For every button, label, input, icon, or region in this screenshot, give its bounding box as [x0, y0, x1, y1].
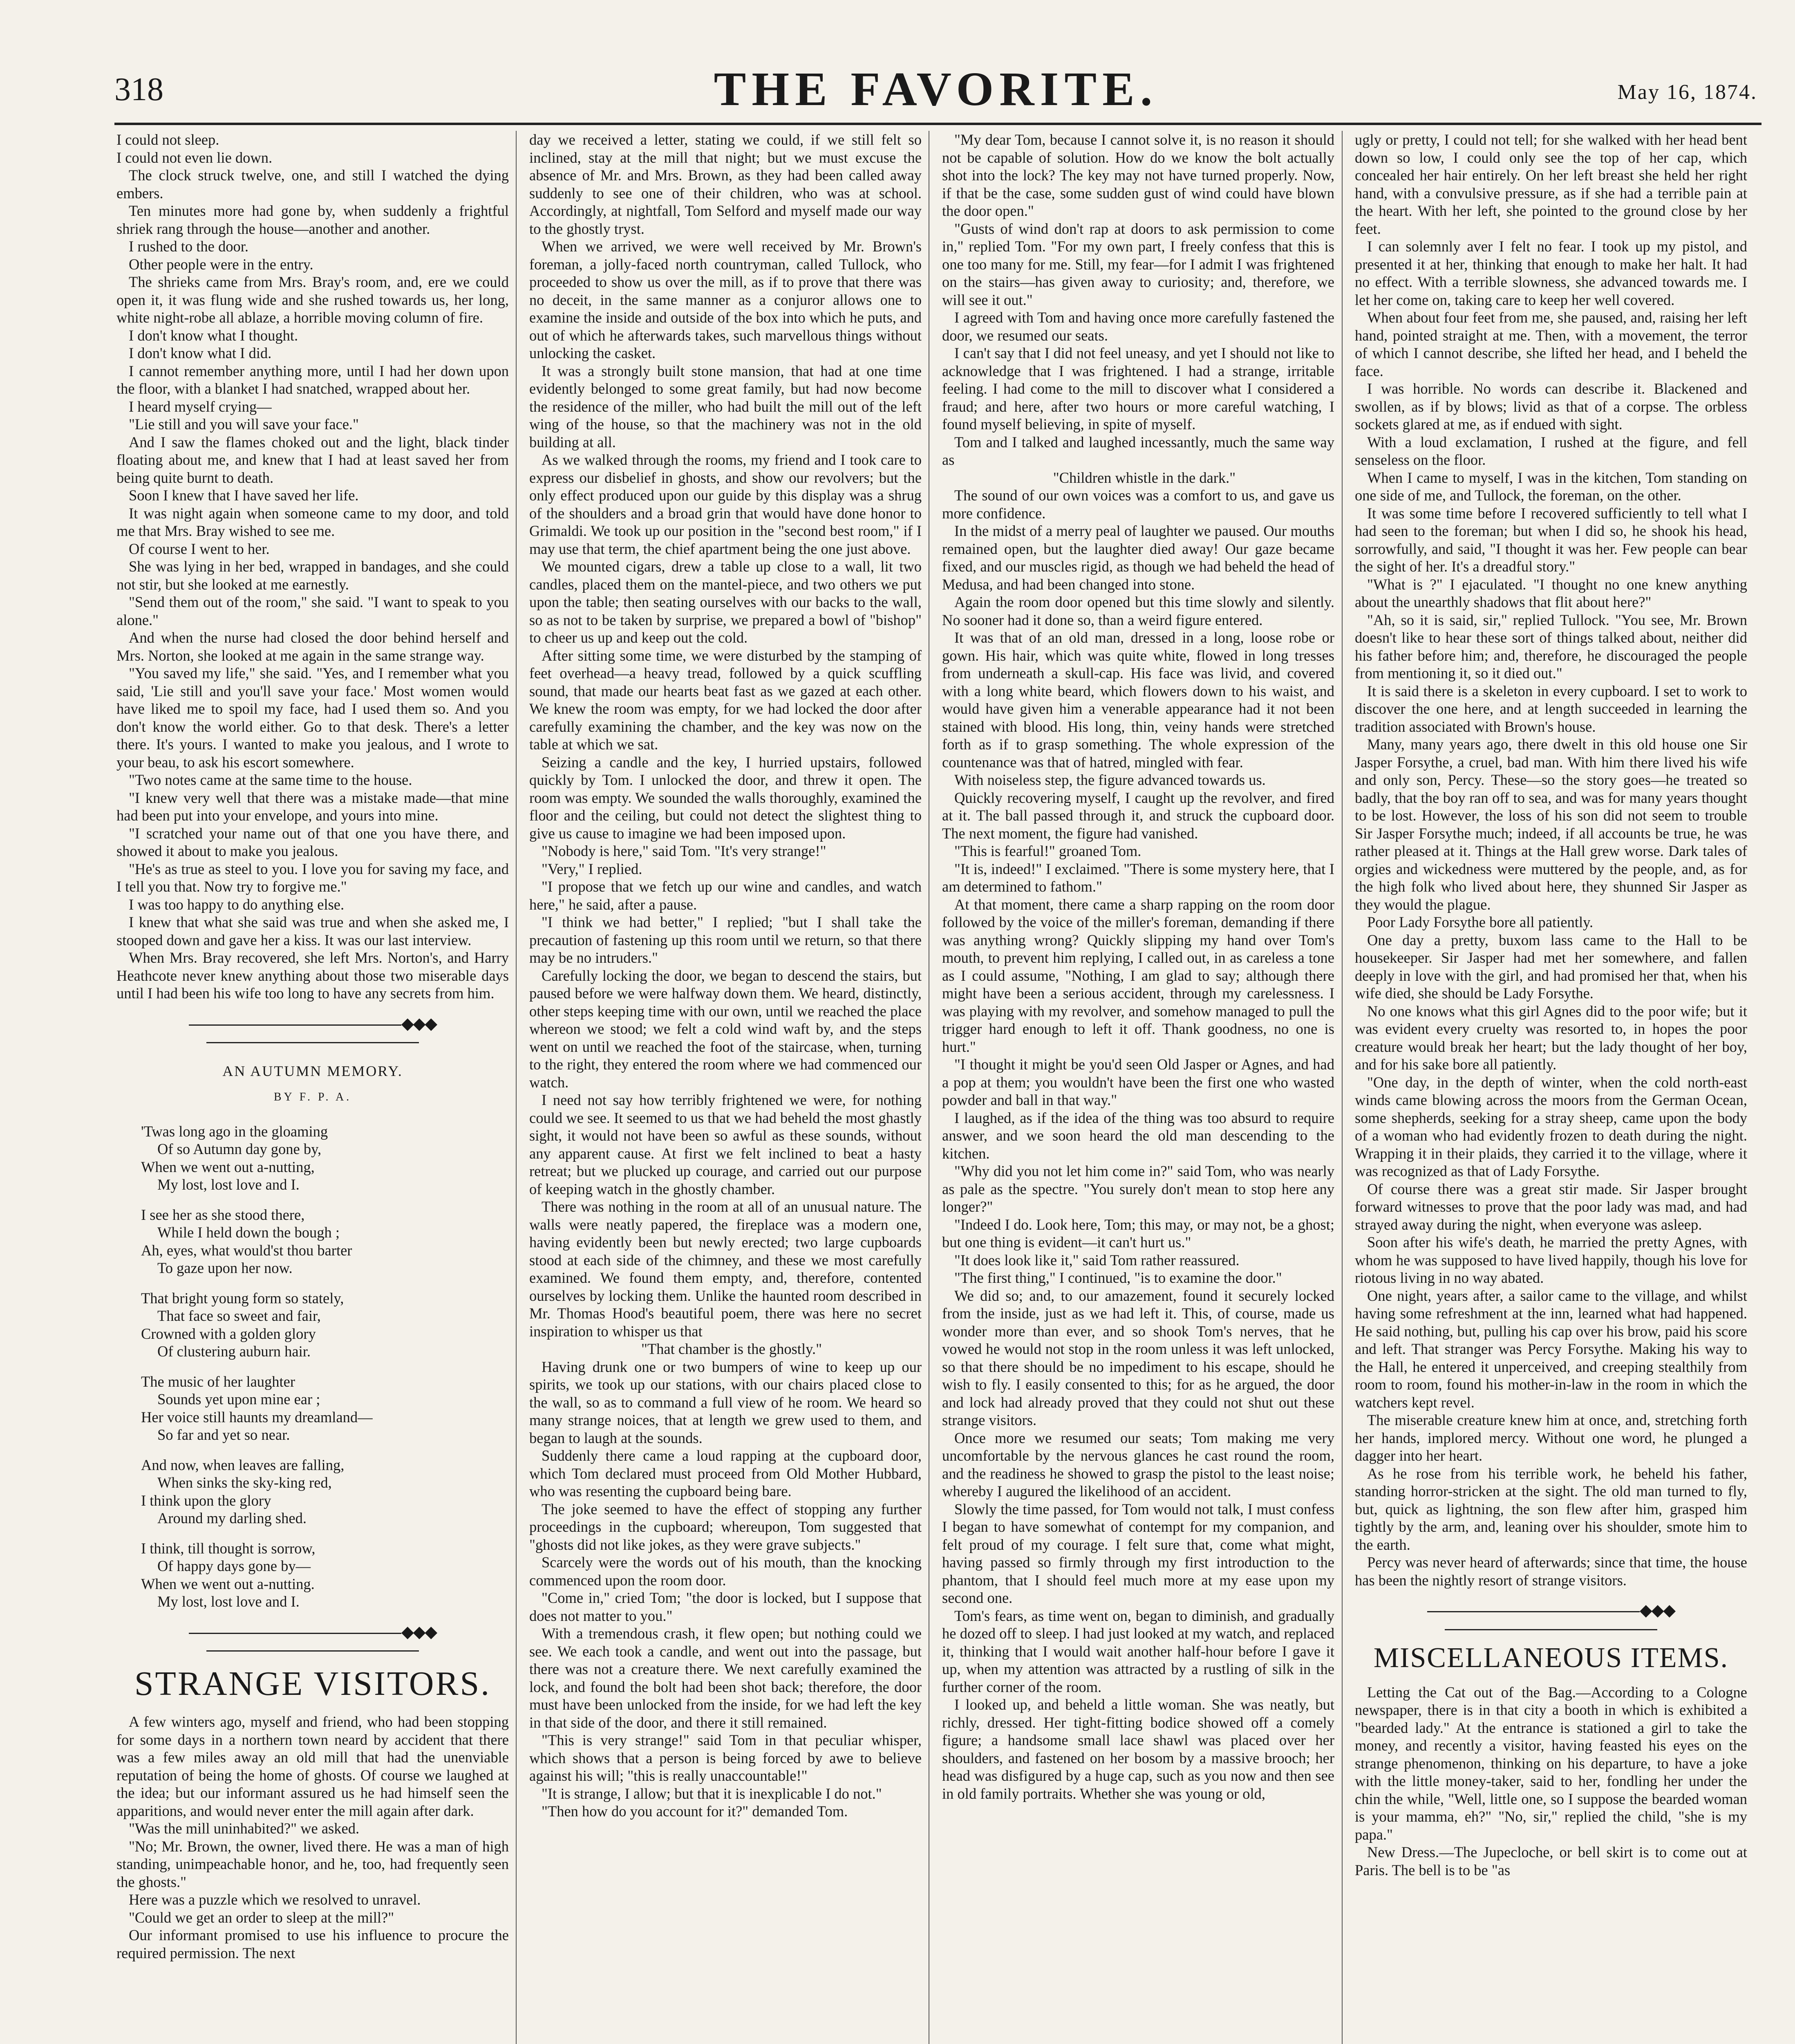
paragraph: ugly or pretty, I could not tell; for she walked with her head bent down so low, I could only see the top of her cap, which concealed her hair entirely. On her left breast she held her right hand, with a convulsive pressure, as if she had a terrible pain at the heart. With her left, she pointed to the ground close by her feet.	[1355, 131, 1747, 237]
paragraph: Soon I knew that I have saved her life.	[129, 487, 359, 504]
paragraph: I knew that what she said was true and when she asked me, I stooped down and gave her a kiss. It was our last interview.	[116, 914, 509, 948]
paragraph: "The first thing," I continued, "is to examine the door."	[954, 1269, 1282, 1286]
poem-line: That face so sweet and fair,	[157, 1307, 321, 1324]
paragraph: The sound of our own voices was a comfort to us, and gave us more confidence.	[942, 487, 1334, 522]
poem-line: When sinks the sky-king red,	[157, 1474, 332, 1491]
paragraph: I can't say that I did not feel uneasy, and yet I should not like to acknowledge that I was frightened. I had a strange, irritable feeling. I had come to the mill to discover what I considered a fraud; and here, after two hours or more careful watching, I found myself believing, in spite of myself.	[942, 345, 1334, 433]
paragraph: I don't know what I did.	[129, 345, 272, 361]
column-4	[1355, 131, 1747, 2044]
paragraph: We did so; and, to our amazement, found it securely locked from the inside, just as we had left it. This, of course, made us wonder more than ever, and so shook Tom's nerves, that he vowed he would not stop in the room unless it was left unlocked, so that there should be no impediment to his escape, should he wish to fly. I easily consented to this; for as he argued, the door and lock had already proved that they could not shut out these strange visitors.	[942, 1287, 1334, 1428]
paragraph: Slowly the time passed, for Tom would not talk, I must confess I began to have somewhat of contempt for my companion, and felt proud of my courage. I felt sure that, come what might, having passed so firmly through my first introduction to the phantom, that I should feel much more at my ease upon my second one.	[942, 1500, 1334, 1606]
paragraph: Tom's fears, as time went on, began to diminish, and gradually he dozed off to sleep. I had just looked at my watch, and replaced it, thinking that I would wait another half-hour before I gave it up, when my attention was attracted by a rustling of silk in the further corner of the room.	[942, 1607, 1334, 1695]
poem-stanza	[141, 1206, 509, 1277]
paragraph: "Ah, so it is said, sir," replied Tullock. "You see, Mr. Brown doesn't like to hear these sort of things talked about, neither did his father before him; and, therefore, he discouraged the people from mentioning it, so it died out."	[1355, 611, 1747, 681]
poem-line: While I held down the bough ;	[157, 1224, 340, 1241]
paragraph: With a loud exclamation, I rushed at the figure, and fell senseless on the floor.	[1355, 433, 1747, 468]
paragraph: When we arrived, we were well received by Mr. Brown's foreman, a jolly-faced north countryman, called Tullock, who proceeded to show us over the mill, as if to prove that there was no deceit, in the same manner as a conjuror allows one to examine the inside and outside of the box into which he puts, and out of which he afterwards takes, such marvellous things without unlocking the casket.	[529, 238, 922, 361]
paragraph: "What is ?" I ejaculated. "I thought no one knew anything about the unearthly shadows that flit about here?"	[1355, 576, 1747, 610]
paragraph: "Very," I replied.	[542, 860, 642, 877]
poem-line: When we went out a-nutting,	[141, 1158, 315, 1175]
section-ornament: ◆◆◆	[116, 1623, 509, 1659]
poem-line: 'Twas long ago in the gloaming	[141, 1123, 328, 1140]
paragraph: "Come in," cried Tom; "the door is locked, but I suppose that does not matter to you."	[529, 1589, 922, 1624]
paragraph: A few winters ago, myself and friend, who had been stopping for some days in a northern town neard by accident that there was a few miles away an old mill that had the unenviable reputation of being the home of ghosts. Of course we laughed at the idea; but our informant assured us he had himself seen the apparitions, and would never enter the mill again after dark.	[116, 1713, 509, 1819]
poem-line: When we went out a-nutting.	[141, 1575, 315, 1592]
paragraph: "Could we get an order to sleep at the mill?"	[129, 1909, 394, 1926]
poem-stanza	[141, 1289, 509, 1360]
poem-line: Of happy days gone by—	[157, 1558, 311, 1574]
paragraph: With a tremendous crash, it flew open; but nothing could we see. We each took a candle, and went out into the passage, but there was not a creature there. We next carefully examined the lock, and found the bolt had been shot back; therefore, the door must have been unlocked from the inside, for we had left the key in that side of the door, and there it still remained.	[529, 1625, 922, 1731]
quote-line: "Children whistle in the dark."	[1053, 469, 1236, 486]
paragraph: "One day, in the depth of winter, when the cold north-east winds came blowing across the moors from the German Ocean, some shepherds, seeking for a stray sheep, came upon the body of a woman who had evidently frozen to death during the night. Wrapping it in their plaids, they carried it to the village, where it was recognized as that of Lady Forsythe.	[1355, 1074, 1747, 1179]
poem-line: I think, till thought is sorrow,	[141, 1540, 316, 1557]
paragraph: Here was a puzzle which we resolved to unravel.	[129, 1891, 421, 1908]
paragraph: I could not sleep.	[116, 131, 219, 148]
paragraph: It was night again when someone came to my door, and told me that Mrs. Bray wished to see me.	[116, 504, 509, 539]
paragraph: "Lie still and you will save your face."	[129, 416, 359, 433]
poem-line: My lost, lost love and I.	[157, 1176, 300, 1193]
paragraph: Having drunk one or two bumpers of wine to keep up our spirits, we took up our stations, with our chairs placed close to the wall, so as to command a full view of he room. We heard so many strange noices, that at length we grew used to them, and began to laugh at the sounds.	[529, 1358, 922, 1446]
paragraph: Carefully locking the door, we began to descend the stairs, but paused before we were halfway down them. We heard, distinctly, other steps keeping time with our own, until we reached the place whereon we stood; we felt a cold wind waft by, and the steps went on until we reached the foot of the staircase, when, turning to the right, they entered the room where we had commenced our watch.	[529, 967, 922, 1091]
paragraph: "It does look like it," said Tom rather reassured.	[954, 1251, 1240, 1269]
paragraph: It was that of an old man, dressed in a long, loose robe or gown. His hair, which was quite white, flowed in long tresses from underneath a skull-cap. His face was livid, and covered with a long white beard, which flowers down to his waist, and would have given him a venerable appearance had it not been stained with blood. His long, thin, veiny hands were stretched forth as if to grasp something. The whole expression of the countenance was that of hatred, mingled with fear.	[942, 629, 1334, 771]
header-rule	[114, 123, 1761, 125]
paragraph: I was too happy to do anything else.	[129, 896, 345, 913]
paragraph: Of course I went to her.	[129, 540, 270, 557]
paragraph: We mounted cigars, drew a table up close to a wall, lit two candles, placed them on the mantel-piece, and two others we put upon the table; then seating ourselves with our backs to the wall, so as not to be taken by surprise, we prepared a bowl of "bishop" to cheer us up and keep out the cold.	[529, 558, 922, 646]
poem-byline: BY F. P. A.	[273, 1091, 352, 1103]
paragraph: The clock struck twelve, one, and still I watched the dying embers.	[116, 167, 509, 202]
column-3	[942, 131, 1334, 2044]
paragraph: When about four feet from me, she paused, and, raising her left hand, pointed straight at me. Then, with a movement, the terror of which I cannot describe, she lifted her head, and I beheld the face.	[1355, 309, 1747, 379]
paragraph: Letting the Cat out of the Bag.—According to a Cologne newspaper, there is in that city a booth in which is exhibited a "bearded lady." At the entrance is stationed a girl to take the money, and recently a visitor, having feasted his eyes on the strange phenomenon, thinking on his departure, to have a joke with the little money-taker, said to her, fondling her under the chin the while, "Well, little one, so I suppose the bearded woman is your mamma, eh?" "No, sir," replied the child, "she is my papa."	[1355, 1683, 1747, 1843]
section-ornament: ◆◆◆	[1355, 1601, 1747, 1637]
paragraph: day we received a letter, stating we could, if we still felt so inclined, stay at the mill that night; but we must excuse the absence of Mr. and Mrs. Brown, as they had been called away suddenly to see one of their children, who was at school. Accordingly, at nightfall, Tom Selford and myself made our way to the ghostly tryst.	[529, 131, 922, 237]
paragraph: Poor Lady Forsythe bore all patiently.	[1367, 914, 1594, 930]
paragraph: Other people were in the entry.	[129, 256, 313, 273]
paragraph: I laughed, as if the idea of the thing was too absurd to require answer, and we soon heard the old man descending to the kitchen.	[942, 1109, 1334, 1162]
poem-stanza	[141, 1373, 509, 1444]
paragraph: I don't know what I thought.	[129, 327, 298, 344]
poem-line: Around my darling shed.	[157, 1510, 307, 1526]
paragraph: "Indeed I do. Look here, Tom; this may, or may not, be a ghost; but one thing is evident—it can't hurt us."	[942, 1216, 1334, 1251]
poem-line: Her voice still haunts my dreamland—	[141, 1408, 373, 1425]
paragraph: One day a pretty, buxom lass came to the Hall to be housekeeper. Sir Jasper had met her somewhere, and fallen deeply in love with the girl, and had promised her that, when his wife died, she should be Lady Forsythe.	[1355, 931, 1747, 1002]
paragraph: One night, years after, a sailor came to the village, and whilst having some refreshment at the inn, learned what had happened. He said nothing, but, pulling his cap over his brow, paid his score and left. That stranger was Percy Forsythe. Making his way to the Hall, he entered it unperceived, and creeping stealthily from room to room, found his mother-in-law in the room in which the watchers kept revel.	[1355, 1287, 1747, 1411]
paragraph: Of course there was a great stir made. Sir Jasper brought forward witnesses to prove that the poor lady was mad, and had strayed away during the night, when everyone was asleep.	[1355, 1180, 1747, 1233]
paragraph: The shrieks came from Mrs. Bray's room, and, ere we could open it, it was flung wide and she rushed towards us, her long, white night-robe all ablaze, a horrible moving column of fire.	[116, 273, 509, 326]
paragraph: It was a strongly built stone mansion, that had at one time evidently belonged to some great family, but had now become the residence of the miller, who had built the mill out of the left wing of the house, so that the machinery was not in the old building at all.	[529, 362, 922, 450]
paragraph: "Two notes came at the same time to the house.	[129, 771, 412, 788]
paragraph: No one knows what this girl Agnes did to the poor wife; but it was evident every cruelty was resorted to, in hopes the poor creature would break her heart; but the lady thought of her boy, and for his sake bore all patiently.	[1355, 1002, 1747, 1073]
paragraph: "No; Mr. Brown, the owner, lived there. He was a man of high standing, unimpeachable honor, and he, too, had frequently seen the ghosts."	[116, 1838, 509, 1890]
paragraph: "I think we had better," I replied; "but I shall take the precaution of fastening up this room until we return, so that there may be no intruders."	[529, 914, 922, 966]
paragraph: With noiseless step, the figure advanced towards us.	[954, 771, 1266, 788]
paragraph: "This is very strange!" said Tom in that peculiar whisper, which shows that a person is being forced by awe to believe against his will; "this is really unaccountable!"	[529, 1732, 922, 1784]
issue-date: May 16, 1874.	[1617, 81, 1757, 104]
poem-line: And now, when leaves are falling,	[141, 1456, 345, 1473]
paragraph: I heard myself crying—	[129, 398, 272, 415]
paragraph: I need not say how terribly frightened we were, for nothing could we see. It seemed to us that we had beheld the most ghastly sight, it would not have been so awful as these sounds, without any apparent cause. At first we felt inclined to beat a hasty retreat; but we plucked up courage, and carried out our purpose of keeping watch in the ghostly chamber.	[529, 1091, 922, 1197]
paragraph: "It is strange, I allow; but that it is inexplicable I do not."	[542, 1785, 882, 1802]
story-title: STRANGE VISITORS.	[134, 1664, 491, 1703]
poem	[141, 1123, 509, 1611]
paragraph: It is said there is a skeleton in every cupboard. I set to work to discover the one here, and at length succeeded in learning the tradition associated with Brown's house.	[1355, 682, 1747, 735]
page-number: 318	[114, 72, 163, 108]
paragraph: Many, many years ago, there dwelt in this old house one Sir Jasper Forsythe, a cruel, bad man. With him there lived his wife and only son, Percy. These—so the story goes—he treated so badly, that the boy ran off to sea, and was for many years thought to be lost. However, the loss of his son did not seem to trouble Sir Jasper Forsythe much; indeed, if all accounts be true, he was rather pleased at it. Things at the Hall grew worse. Dark tales of orgies and wickedness were muttered by the people, and, as for the high folk who lived about here, they shunned Sir Jasper as they would the plague.	[1355, 736, 1747, 913]
paragraph: I could not even lie down.	[116, 149, 273, 166]
paragraph: There was nothing in the room at all of an unusual nature. The walls were neatly papered, the fireplace was a modern one, having evidently been but newly erected; two large cupboards stood at each side of the chimney, and these we most carefully examined. We found them empty, and, therefore, contented ourselves by locking them. Unlike the haunted room described in Mr. Thomas Hood's beautiful poem, there was here no secret inspiration to whisper us that	[529, 1198, 922, 1340]
paragraph: Our informant promised to use his influence to procure the required permission. The next	[116, 1927, 509, 1961]
column-divider	[1342, 131, 1343, 2044]
paragraph: It was some time before I recovered sufficiently to tell what I had seen to the foreman; but when I did so, he shook his head, sorrowfully, and said, "I thought it was her. Few people can bear the sight of her. It's a dreadful story."	[1355, 504, 1747, 575]
page-header	[114, 61, 1757, 123]
paragraph: New Dress.—The Jupecloche, or bell skirt is to come out at Paris. The bell is to be "as	[1355, 1844, 1747, 1878]
paragraph: I looked up, and beheld a little woman. She was neatly, but richly, dressed. Her tight-fitting bodice showed off a comely figure; a handsome small lace shawl was placed over her shoulders, and fastened on her bosom by a massive brooch; her head was disfigured by a huge cap, such as you now and then see in old family portraits. Whether she was young or old,	[942, 1696, 1334, 1802]
paragraph: The miserable creature knew him at once, and, stretching forth her hands, implored mercy. Without one word, he plunged a dagger into her heart.	[1355, 1412, 1747, 1464]
paragraph: I was horrible. No words can describe it. Blackened and swollen, as if by blows; livid as that of a corpse. The orbless sockets glared at me, as if endued with sight.	[1355, 380, 1747, 433]
poem-line: My lost, lost love and I.	[157, 1593, 300, 1610]
paragraph: As we walked through the rooms, my friend and I took care to express our disbelief in ghosts, and show our revolvers; but the only effect produced upon our guide by this display was a shrug of the shoulders and a broad grin that would have done honor to Grimaldi. We took up our position in the "second best room," if I may use that term, the chief apartment being the one just above.	[529, 451, 922, 557]
poem-title: AN AUTUMN MEMORY.	[222, 1062, 403, 1079]
paragraph: "Send them out of the room," she said. "I want to speak to you alone."	[116, 594, 509, 628]
paragraph: "Why did you not let him come in?" said Tom, who was nearly as pale as the spectre. "You surely don't mean to stop here any longer?"	[942, 1163, 1334, 1215]
paragraph: In the midst of a merry peal of laughter we paused. Our mouths remained open, but the laughter died away! Our gaze became fixed, and our muscles rigid, as though we had beheld the head of Medusa, and had been changed into stone.	[942, 522, 1334, 593]
paragraph: "Was the mill uninhabited?" we asked.	[129, 1820, 360, 1837]
paragraph: After sitting some time, we were disturbed by the stamping of feet overhead—a heavy tread, followed by a quick scuffling sound, that made our hearts beat fast as we gazed at each other. We knew the room was empty, for we had locked the door after carefully examining the chamber, and the key was now on the table at which we sat.	[529, 647, 922, 753]
masthead: THE FAVORITE.	[714, 62, 1158, 116]
paragraph: "Then how do you account for it?" demanded Tom.	[542, 1803, 848, 1820]
poem-line: The music of her laughter	[141, 1373, 295, 1390]
poem-line: Ah, eyes, what would'st thou barter	[141, 1242, 352, 1259]
paragraph: "You saved my life," she said. "Yes, and I remember what you said, 'Lie still and you'll save your face.' Most women would have liked me to spoil my face, had I used them so. And you don't know the world either. Go to that desk. There's a letter there. It's yours. I wanted to make you jealous, and I wrote to your beau, to ask his escort somewhere.	[116, 665, 509, 771]
poem-stanza	[141, 1123, 509, 1194]
paragraph: "I propose that we fetch up our wine and candles, and watch here," he said, after a pause.	[529, 878, 922, 913]
paragraph: "I knew very well that there was a mistake made—that mine had been put into your envelope, and yours into mine.	[116, 789, 509, 824]
paragraph: Percy was never heard of afterwards; since that time, the house has been the nightly resort of strange visitors.	[1355, 1554, 1747, 1589]
paragraph: "He's as true as steel to you. I love you for saving my face, and I tell you that. Now try to forgive me."	[116, 860, 509, 895]
paragraph: Suddenly there came a loud rapping at the cupboard door, which Tom declared must proceed from Old Mother Hubbard, who was resenting the cupboard being bare.	[529, 1447, 922, 1499]
paragraph: She was lying in her bed, wrapped in bandages, and she could not stir, but she looked at me earnestly.	[116, 558, 509, 593]
quote-line: "That chamber is the ghostly."	[641, 1340, 822, 1357]
paragraph: Tom and I talked and laughed incessantly, much the same way as	[942, 433, 1334, 468]
poem-line: That bright young form so stately,	[141, 1289, 344, 1307]
paragraph: I can solemnly aver I felt no fear. I took up my pistol, and presented it at her, thinking that enough to make her halt. It had no effect. With a terrible slowness, she advanced towards me. I let her come on, taking care to keep her well covered.	[1355, 238, 1747, 308]
poem-line: I think upon the glory	[141, 1492, 271, 1509]
paragraph: Once more we resumed our seats; Tom making me very uncomfortable by the nervous glances he cast round the room, and the readiness he showed to grasp the pistol to the least noise; whereby I augured the likelihood of an accident.	[942, 1429, 1334, 1499]
poem-line: To gaze upon her now.	[157, 1260, 293, 1276]
section-ornament: ◆◆◆	[116, 1015, 509, 1050]
paragraph: The joke seemed to have the effect of stopping any further proceedings in the cupboard; whereupon, Tom suggested that "ghosts did not like jokes, as they were grave subjects."	[529, 1500, 922, 1553]
paragraph: "This is fearful!" groaned Tom.	[954, 843, 1141, 859]
paragraph: Again the room door opened but this time slowly and silently. No sooner had it done so, than a weird figure entered.	[942, 594, 1334, 628]
paragraph: I agreed with Tom and having once more carefully fastened the door, we resumed our seats.	[942, 309, 1334, 344]
column-2	[529, 131, 922, 2044]
poem-stanza	[141, 1540, 509, 1611]
paragraph: When I came to myself, I was in the kitchen, Tom standing on one side of me, and Tullock, the foreman, on the other.	[1355, 469, 1747, 504]
paragraph: Soon after his wife's death, he married the pretty Agnes, with whom he was supposed to have lived happily, though his love for riotous living in no way abated.	[1355, 1234, 1747, 1286]
paragraph: "It is, indeed!" I exclaimed. "There is some mystery here, that I am determined to fathom."	[942, 860, 1334, 895]
paragraph: And I saw the flames choked out and the light, black tinder floating about me, and knew that I had at least saved her from being quite burnt to death.	[116, 433, 509, 486]
paragraph: "My dear Tom, because I cannot solve it, is no reason it should not be capable of solution. How do we know the bolt actually shot into the lock? The key may not have turned properly. Now, if that be the case, some sudden gust of wind could have blown the door open."	[942, 131, 1334, 219]
paragraph: As he rose from his terrible work, he beheld his father, standing horror-stricken at the sight. The old man turned to fly, but, quick as lightning, the son flew after him, grasped him tightly by the arm, and, leaning over his shoulder, smote him to the earth.	[1355, 1465, 1747, 1553]
poem-line: Of so Autumn day gone by,	[157, 1141, 322, 1157]
poem-line: I see her as she stood there,	[141, 1206, 305, 1223]
poem-stanza	[141, 1456, 509, 1527]
paragraph: Ten minutes more had gone by, when suddenly a frightful shriek rang through the house—another and another.	[116, 202, 509, 237]
misc-title: MISCELLANEOUS ITEMS.	[1373, 1642, 1729, 1674]
paragraph: And when the nurse had closed the door behind herself and Mrs. Norton, she looked at me again in the same strange way.	[116, 629, 509, 664]
paragraph: "Gusts of wind don't rap at doors to ask permission to come in," replied Tom. "For my own part, I freely confess that this is one too many for me. Still, my fear—for I admit I was frightened on the stairs—has given away to curiosity; and, therefore, we will see it out."	[942, 220, 1334, 308]
paragraph: Seizing a candle and the key, I hurried upstairs, followed quickly by Tom. I unlocked the door, and threw it open. The room was empty. We sounded the walls thoroughly, examined the floor and the ceiling, but could not detect the slightest thing to give us cause to imagine we had been imposed upon.	[529, 753, 922, 842]
paragraph: At that moment, there came a sharp rapping on the room door followed by the voice of the miller's foreman, demanding if there was anything wrong? Quickly slipping my hand over Tom's mouth, to prevent him replying, I called out, in as careless a tone as I could assume, "Nothing, I am glad to say; although there might have been a serious accident, through my carelessness. I was playing with my revolver, and somehow managed to pull the trigger hard enough to left it off. Thank goodness, no one is hurt."	[942, 896, 1334, 1055]
story-ending	[116, 131, 509, 1002]
poem-line: Sounds yet upon mine ear ;	[157, 1391, 320, 1407]
paragraph: "I thought it might be you'd seen Old Jasper or Agnes, and had a pop at them; you wouldn't have been the first one who wasted powder and ball in that way."	[942, 1056, 1334, 1108]
paragraph: I rushed to the door.	[129, 238, 248, 255]
paragraph: "Nobody is here," said Tom. "It's very strange!"	[542, 843, 826, 859]
paragraph: I cannot remember anything more, until I had her down upon the floor, with a blanket I had snatched, wrapped about her.	[116, 362, 509, 397]
paragraph: Scarcely were the words out of his mouth, than the knocking commenced upon the room door.	[529, 1554, 922, 1589]
paragraph: When Mrs. Bray recovered, she left Mrs. Norton's, and Harry Heathcote never knew anything about those two miserable days until I had been his wife too long to have any secrets from him.	[116, 949, 509, 1002]
column-1	[116, 131, 509, 2044]
paragraph: "I scratched your name out of that one you have there, and showed it about to make you jealous.	[116, 825, 509, 859]
poem-line: Of clustering auburn hair.	[157, 1343, 311, 1360]
column-divider	[516, 131, 517, 2044]
poem-line: So far and yet so near.	[157, 1426, 290, 1443]
poem-line: Crowned with a golden glory	[141, 1325, 316, 1342]
paragraph: Quickly recovering myself, I caught up the revolver, and fired at it. The ball passed through it, and struck the cupboard door. The next moment, the figure had vanished.	[942, 789, 1334, 842]
